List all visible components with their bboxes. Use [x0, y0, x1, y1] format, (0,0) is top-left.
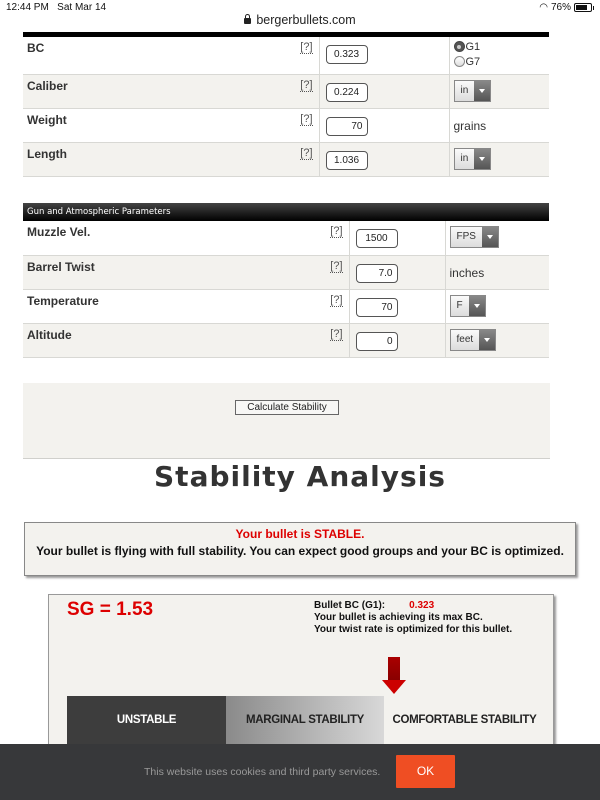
velocity-unit-select[interactable]: FPS	[450, 226, 499, 248]
gun-params-table	[23, 221, 549, 358]
table-row	[23, 289, 549, 323]
status-time: 12:44 PM Sat Mar 14	[6, 2, 107, 13]
gauge-comfortable: COMFORTABLE STABILITY	[384, 696, 545, 744]
status-bar	[0, 0, 600, 14]
status-message: Your bullet is flying with full stability. You can expect good groups and your BC is optimized.	[36, 544, 564, 558]
chevron-down-icon	[482, 227, 498, 247]
cookie-ok-button[interactable]: OK	[396, 755, 455, 788]
caliber-input[interactable]: 0.224	[326, 83, 368, 102]
gauge-unstable: UNSTABLE	[67, 696, 226, 744]
stability-gauge	[67, 696, 545, 744]
help-link[interactable]: [?]	[300, 79, 313, 91]
barrel-twist-input[interactable]: 7.0	[356, 264, 398, 283]
chevron-down-icon	[474, 149, 490, 169]
help-link[interactable]: [?]	[330, 259, 343, 272]
stability-status-box	[24, 522, 576, 576]
param-label: Length	[27, 147, 67, 161]
table-row	[23, 37, 549, 75]
battery-icon	[574, 3, 592, 12]
battery-percent: 76%	[550, 2, 571, 13]
table-row	[23, 221, 549, 255]
wifi-icon: ◠	[539, 2, 548, 13]
table-row	[23, 75, 549, 109]
url-text: bergerbullets.com	[256, 13, 356, 27]
status-heading: Your bullet is STABLE.	[235, 527, 365, 541]
param-label: Muzzle Vel.	[27, 225, 91, 239]
sg-panel	[48, 594, 554, 754]
bc-note: Your bullet is achieving its max BC.	[314, 612, 483, 623]
table-row	[23, 323, 549, 357]
g7-radio[interactable]: G7	[454, 54, 546, 69]
help-link[interactable]: [?]	[330, 327, 343, 340]
table-row	[23, 109, 549, 143]
calculate-panel	[23, 383, 550, 459]
bc-input[interactable]: 0.323	[326, 45, 368, 64]
cookie-banner	[0, 744, 600, 800]
chevron-down-icon	[469, 296, 485, 316]
gauge-marginal: MARGINAL STABILITY	[226, 696, 384, 744]
param-label: Caliber	[27, 79, 68, 93]
length-unit-select[interactable]: in	[454, 148, 492, 170]
param-label: Barrel Twist	[27, 259, 95, 274]
param-label: BC	[27, 41, 45, 55]
cookie-text: This website uses cookies and third party services.	[144, 766, 381, 778]
weight-unit: grains	[453, 119, 487, 133]
sg-value: SG = 1.53	[67, 599, 154, 620]
help-link[interactable]: [?]	[330, 293, 343, 306]
lock-icon	[244, 18, 251, 24]
address-bar[interactable]	[0, 13, 600, 31]
bc-info	[314, 600, 512, 636]
length-input[interactable]: 1.036	[326, 151, 368, 170]
param-label: Temperature	[27, 293, 99, 308]
bullet-params-table	[23, 37, 549, 177]
altitude-unit-select[interactable]: feet	[450, 329, 497, 351]
chevron-down-icon	[479, 330, 495, 350]
chevron-down-icon	[474, 81, 490, 101]
weight-input[interactable]: 70	[326, 117, 368, 136]
bc-value: 0.323	[409, 600, 435, 611]
help-link[interactable]: [?]	[330, 225, 343, 237]
help-link[interactable]: [?]	[300, 41, 313, 53]
page-title: Stability Analysis	[154, 460, 446, 493]
twist-note: Your twist rate is optimized for this bullet.	[314, 624, 513, 635]
caliber-unit-select[interactable]: in	[454, 80, 492, 102]
temperature-input[interactable]: 70	[356, 298, 398, 317]
altitude-input[interactable]: 0	[356, 332, 398, 351]
twist-unit: inches	[449, 265, 485, 280]
help-link[interactable]: [?]	[300, 147, 313, 159]
help-link[interactable]: [?]	[300, 113, 313, 125]
calculate-stability-button[interactable]: Calculate Stability	[235, 400, 339, 415]
bc-label: Bullet BC (G1):	[314, 600, 386, 611]
muzzle-velocity-input[interactable]: 1500	[356, 229, 398, 248]
table-row	[23, 255, 549, 289]
radio-checked-icon	[454, 41, 465, 52]
section-header: Gun and Atmospheric Parameters	[23, 203, 549, 221]
param-label: Altitude	[27, 327, 72, 342]
table-row	[23, 143, 549, 177]
radio-unchecked-icon	[454, 56, 465, 67]
arrow-down-icon	[382, 657, 406, 695]
temperature-unit-select[interactable]: F	[450, 295, 486, 317]
param-label: Weight	[27, 113, 67, 127]
g1-radio[interactable]: G1	[454, 39, 546, 54]
